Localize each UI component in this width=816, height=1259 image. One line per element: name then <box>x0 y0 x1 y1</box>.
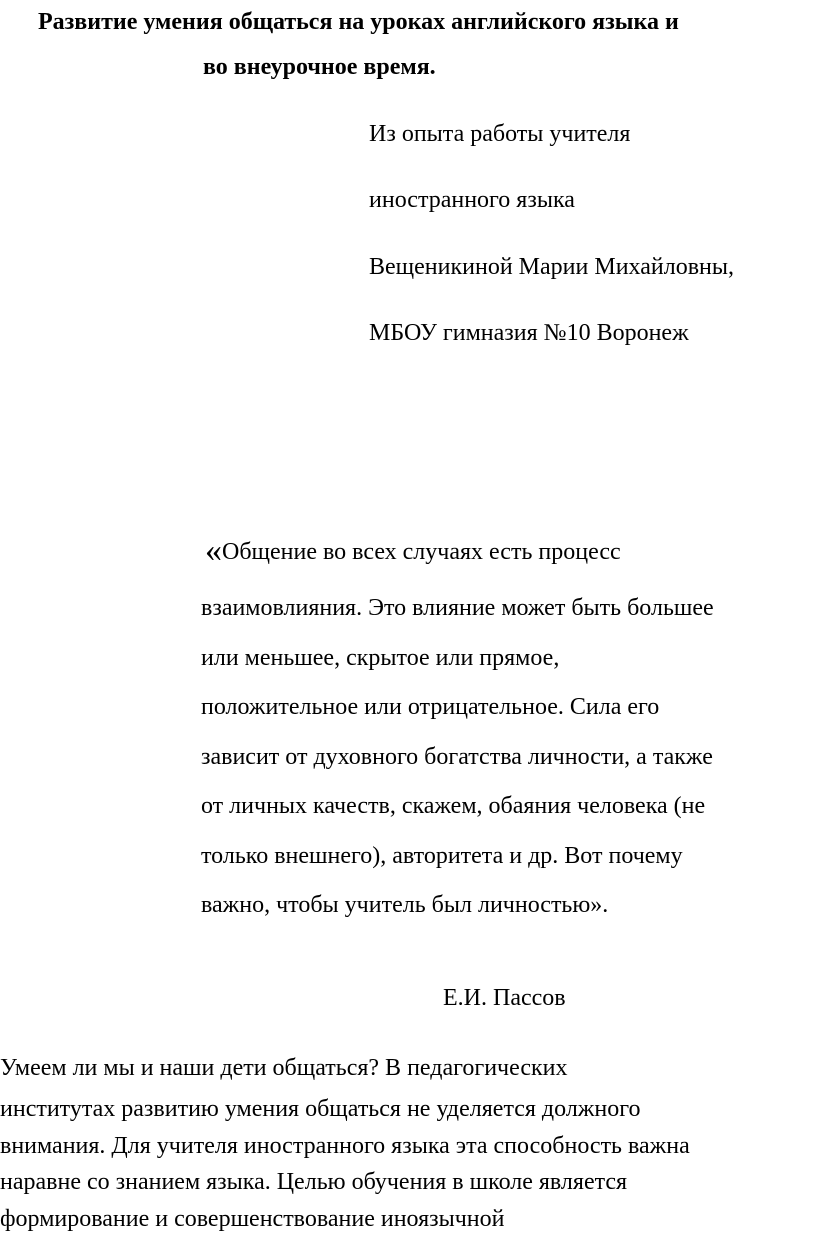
epigraph-line <box>205 534 621 567</box>
epigraph-line: взаимовлияния. Это влияние может быть большее <box>201 595 714 621</box>
epigraph-line: только внешнего), авторитета и др. Вот почему <box>201 843 683 869</box>
body-line: внимания. Для учителя иностранного языка эта способность важна <box>0 1133 690 1159</box>
epigraph-attribution: Е.И. Пассов <box>443 985 566 1011</box>
author-line: иностранного языка <box>369 187 575 213</box>
document-title-line-1: Развитие умения общаться на уроках английского языка и <box>38 9 679 35</box>
opening-quote-mark: « <box>205 532 222 569</box>
epigraph-line: от личных качеств, скажем, обаяния человека (не <box>201 793 706 819</box>
body-line: формирование и совершенствование иноязычной <box>0 1206 505 1232</box>
epigraph-line: положительное или отрицательное. Сила его <box>201 694 660 720</box>
epigraph-line: зависит от духовного богатства личности, а также <box>201 744 713 770</box>
author-line: Вещеникиной Марии Михайловны, <box>369 254 734 280</box>
body-line: наравне со знанием языка. Целью обучения в школе является <box>0 1169 628 1195</box>
author-line: Из опыта работы учителя <box>369 121 631 147</box>
epigraph-line: или меньшее, скрытое или прямое, <box>201 645 560 671</box>
body-line: Умеем ли мы и наши дети общаться? В педагогических <box>0 1055 568 1081</box>
body-line: институтах развитию умения общаться не уделяется должного <box>0 1096 641 1122</box>
document-title-line-2: во внеурочное время. <box>203 54 436 80</box>
epigraph-line: важно, чтобы учитель был личностью». <box>201 892 609 918</box>
epigraph-text: Общение во всех случаях есть процесс <box>222 539 621 565</box>
author-line: МБОУ гимназия №10 Воронеж <box>369 320 689 346</box>
